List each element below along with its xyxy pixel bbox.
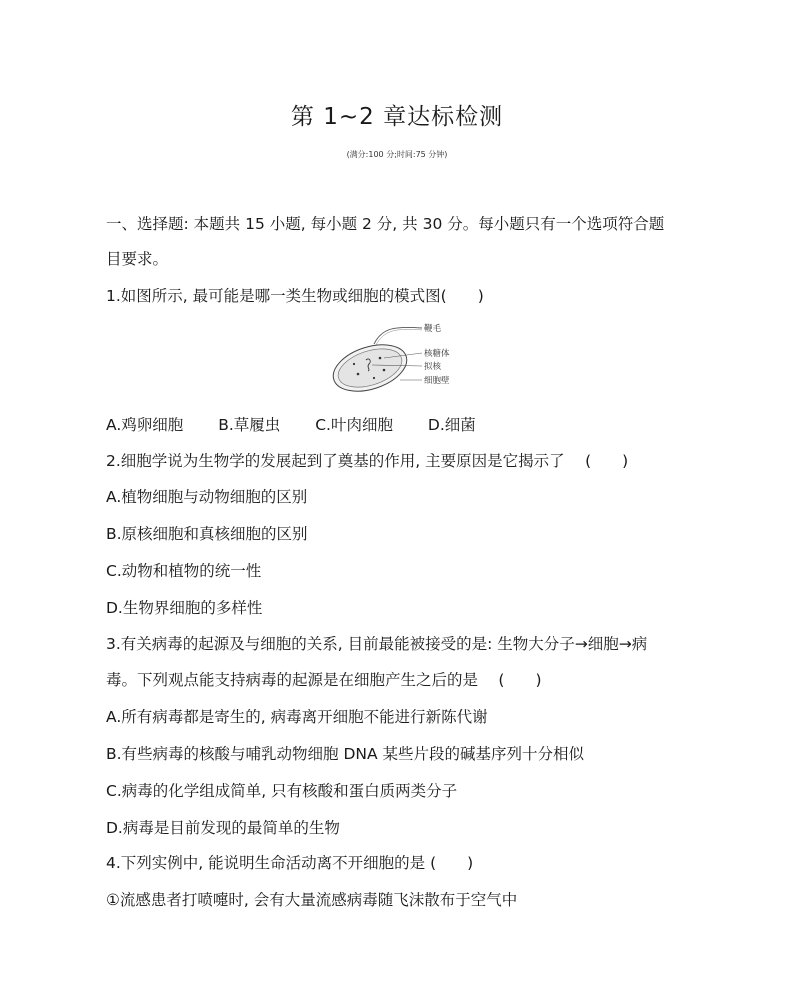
q3-option-d[interactable]: D.病毒是目前发现的最简单的生物 [106, 819, 340, 837]
bacterium-diagram [330, 318, 470, 394]
figure-label-ribosome: 核糖体 [424, 349, 450, 359]
question-1-options [106, 415, 476, 435]
q2-option-a[interactable]: A.植物细胞与动物细胞的区别 [106, 488, 308, 506]
q2-option-c[interactable]: C.动物和植物的统一性 [106, 562, 262, 580]
question-4-stem: 4.下列实例中, 能说明生命活动离不开细胞的是 ( ) [106, 854, 474, 872]
q4-item-1: ①流感患者打喷嚏时, 会有大量流感病毒随飞沫散布于空气中 [106, 891, 518, 909]
page-subtitle: (满分:100 分;时间:75 分钟) [346, 150, 448, 159]
q3-option-a[interactable]: A.所有病毒都是寄生的, 病毒离开细胞不能进行新陈代谢 [106, 708, 488, 726]
figure-label-nucleoid: 拟核 [424, 362, 442, 372]
q1-option-a[interactable]: A.鸡卵细胞 [106, 416, 184, 434]
q1-option-d[interactable]: D.细菌 [427, 416, 476, 434]
question-2-stem: 2.细胞学说为生物学的发展起到了奠基的作用, 主要原因是它揭示了 ( ) [106, 452, 629, 470]
q3-option-b[interactable]: B.有些病毒的核酸与哺乳动物细胞 DNA 某些片段的碱基序列十分相似 [106, 745, 585, 763]
q1-option-c[interactable]: C.叶肉细胞 [315, 416, 393, 434]
page-title: 第 1~2 章达标检测 [290, 104, 504, 130]
q2-option-d[interactable]: D.生物界细胞的多样性 [106, 599, 263, 617]
figure-label-flagellum: 鞭毛 [424, 324, 442, 334]
section-heading-line1: 一、选择题: 本题共 15 小题, 每小题 2 分, 共 30 分。每小题只有一个选项符合题 [106, 215, 665, 233]
q3-option-c[interactable]: C.病毒的化学组成简单, 只有核酸和蛋白质两类分子 [106, 782, 458, 800]
q2-option-b[interactable]: B.原核细胞和真核细胞的区别 [106, 525, 308, 543]
figure-label-cell-wall: 细胞壁 [424, 376, 450, 386]
question-1-stem: 1.如图所示, 最可能是哪一类生物或细胞的模式图( ) [106, 287, 484, 305]
section-heading-line2: 目要求。 [106, 250, 169, 268]
q1-option-b[interactable]: B.草履虫 [218, 416, 281, 434]
question-3-stem-line1: 3.有关病毒的起源及与细胞的关系, 目前最能被接受的是: 生物大分子→细胞→病 [106, 635, 648, 653]
question-3-stem-line2: 毒。下列观点能支持病毒的起源是在细胞产生之后的是 ( ) [106, 671, 542, 689]
